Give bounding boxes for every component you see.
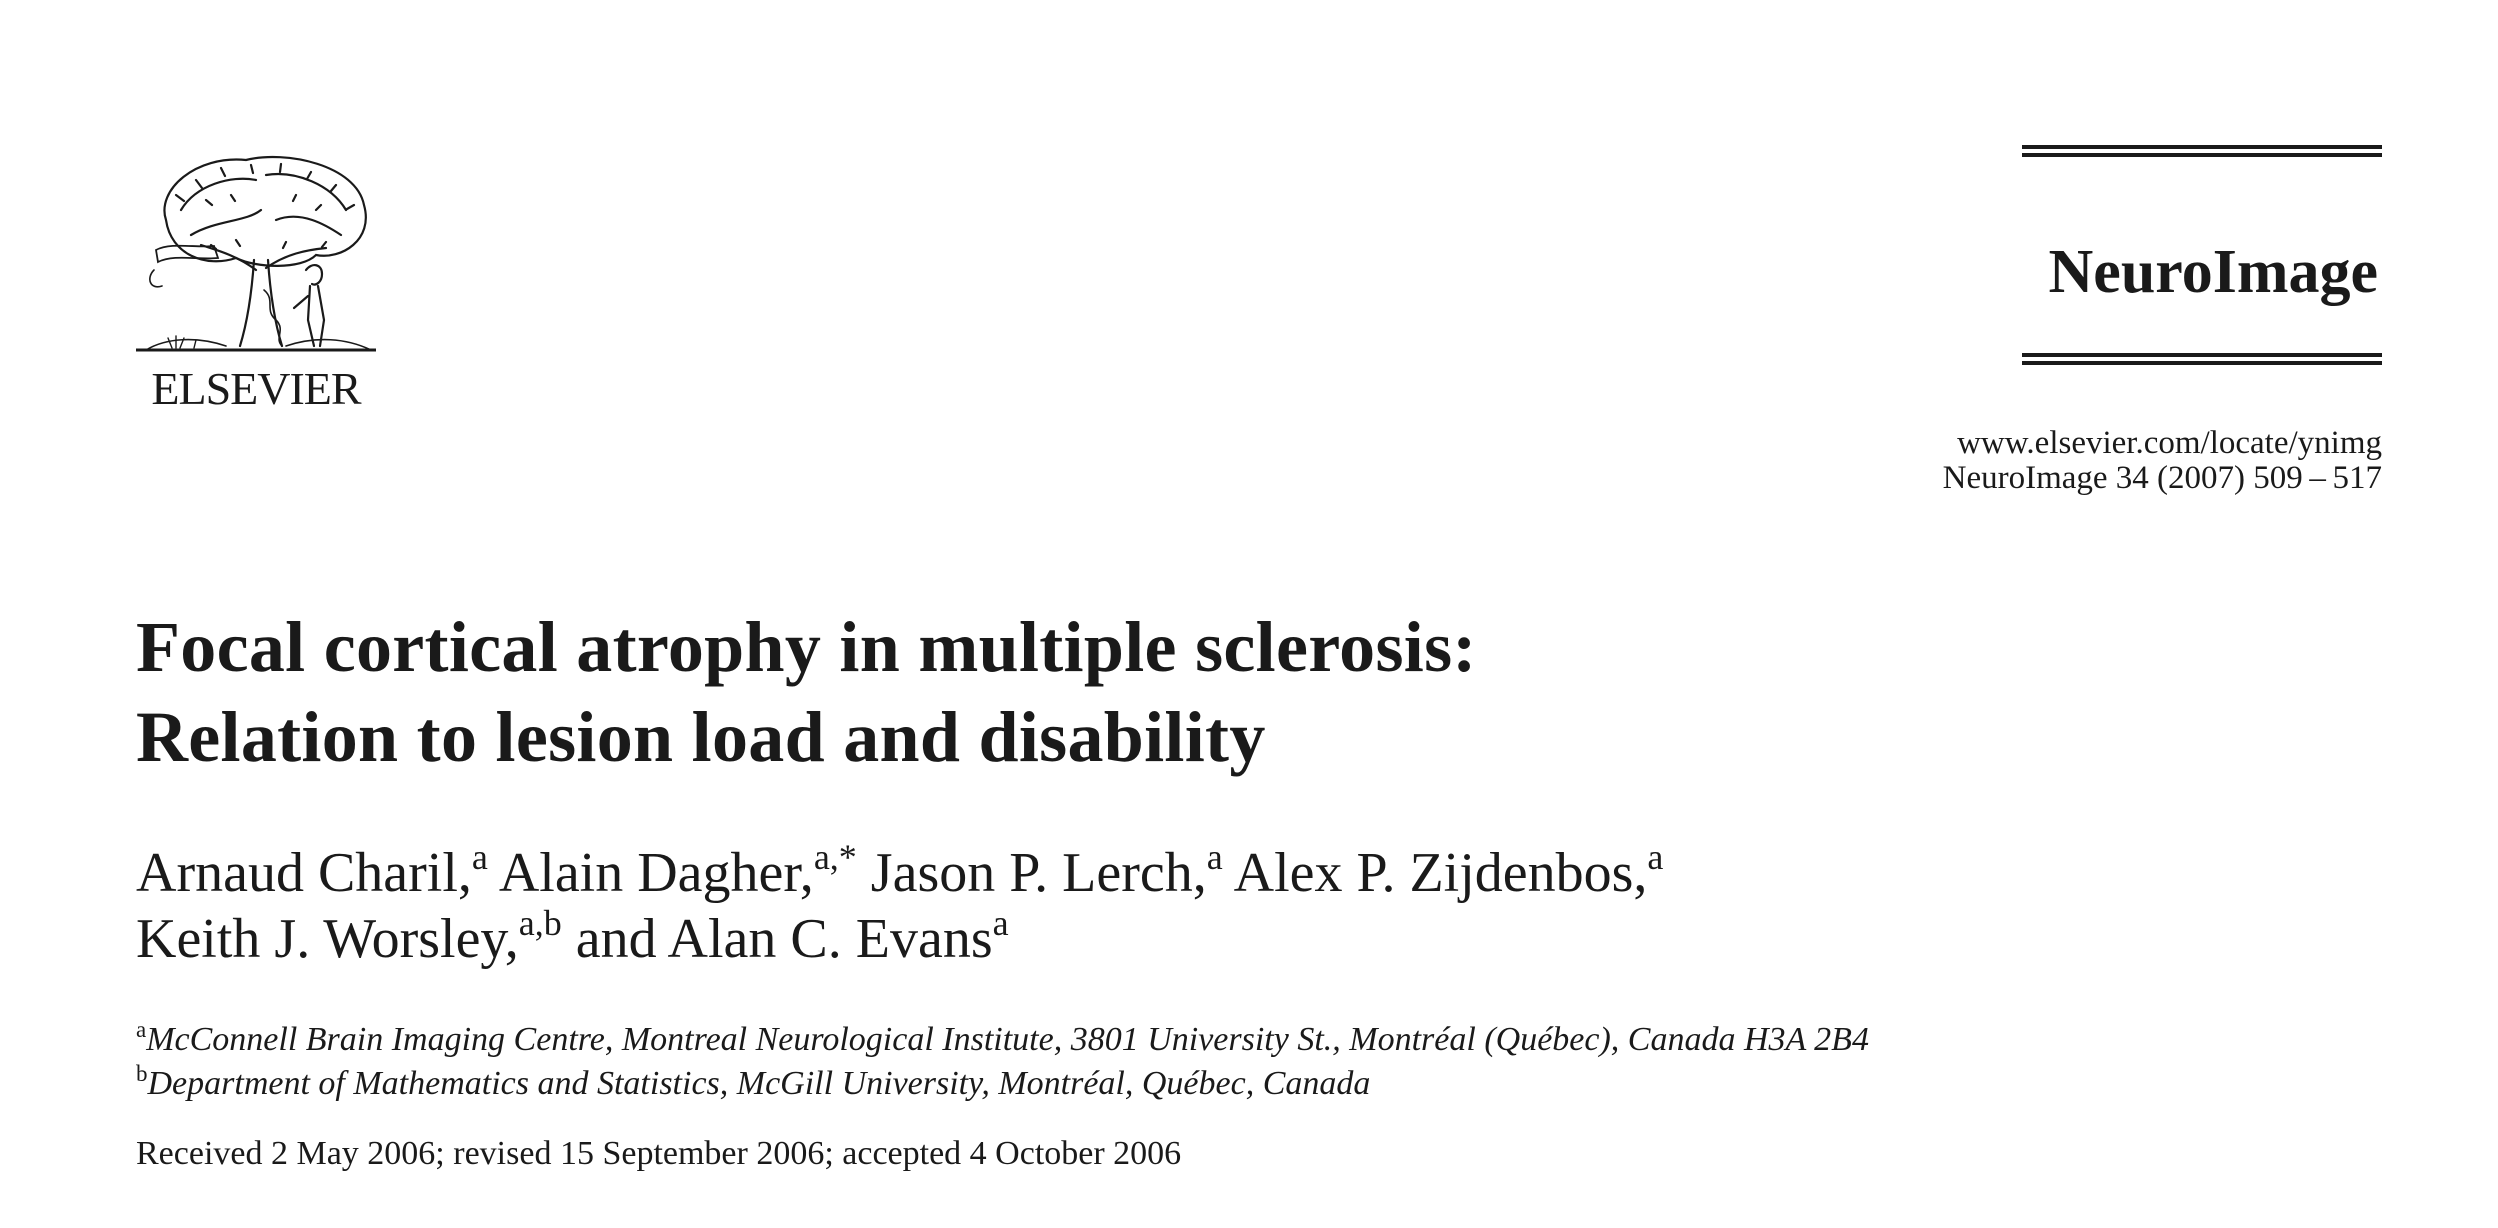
author-name: Keith J. Worsley,: [136, 908, 519, 970]
author-list: [136, 837, 1664, 972]
journal-url[interactable]: www.elsevier.com/locate/ynimg: [1957, 425, 2382, 461]
affiliation-text: McConnell Brain Imaging Centre, Montreal Neurological Institute, 3801 University St., Montréal (Québec), Canada H3A 2B4: [146, 1021, 1869, 1058]
elsevier-wordmark: ELSEVIER: [151, 363, 361, 414]
title-line-1: Focal cortical atrophy in multiple sclerosis:: [136, 607, 1477, 687]
elsevier-tree-icon: [136, 150, 376, 362]
affiliation-item: [136, 1018, 1869, 1062]
article-title: [136, 602, 1477, 782]
author-name: Alex P. Zijdenbos,: [1233, 842, 1648, 904]
affiliation-sup: b: [136, 1061, 148, 1086]
author-name: Arnaud Charil,: [136, 842, 472, 904]
journal-citation: NeuroImage 34 (2007) 509 – 517: [1942, 460, 2382, 496]
author-affil-sup: a: [1206, 837, 1223, 877]
top-double-rule: [2022, 145, 2382, 157]
author-line-1: [136, 837, 1664, 906]
author-affil-sup: a: [992, 903, 1009, 943]
journal-header: [2022, 145, 2382, 365]
affiliation-sup: a: [136, 1017, 147, 1042]
affiliation-list: [136, 1018, 1869, 1106]
author-name: and Alan C. Evans: [575, 908, 993, 970]
author-name: Alain Dagher,: [498, 842, 814, 904]
publisher-logo: [136, 150, 376, 416]
article-history: Received 2 May 2006; revised 15 September 2006; accepted 4 October 2006: [136, 1135, 1182, 1172]
author-affil-sup: a,b: [518, 903, 562, 943]
author-affil-sup: a: [1647, 837, 1664, 877]
author-affil-sup: a,*: [813, 837, 857, 877]
author-line-2: [136, 903, 1663, 972]
affiliation-text: Department of Mathematics and Statistics, McGill University, Montréal, Québec, Canada: [147, 1065, 1371, 1102]
journal-name: NeuroImage: [2048, 238, 2378, 306]
bottom-double-rule: [2022, 353, 2382, 365]
author-affil-sup: a: [471, 837, 488, 877]
title-line-2: Relation to lesion load and disability: [136, 697, 1266, 777]
author-name: Jason P. Lerch,: [870, 842, 1207, 904]
affiliation-item: [136, 1062, 1869, 1106]
